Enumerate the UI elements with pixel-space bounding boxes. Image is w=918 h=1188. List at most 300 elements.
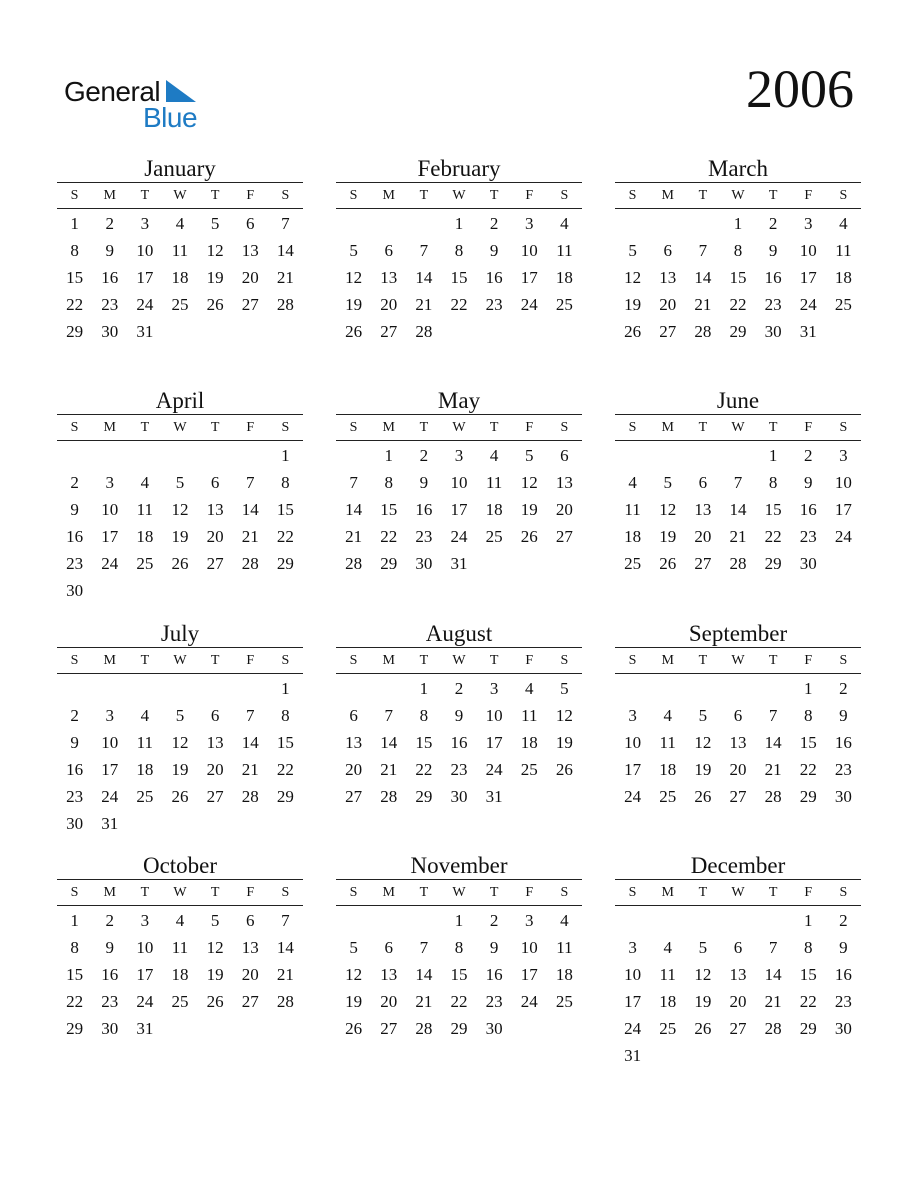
day-cell: 23 — [764, 295, 782, 314]
day-cell: 19 — [206, 965, 224, 984]
day-cell: 13 — [694, 500, 712, 519]
day-cell: 25 — [659, 787, 677, 806]
day-cell: 25 — [834, 295, 852, 314]
day-cell: 4 — [489, 446, 499, 465]
weekday-label: W — [452, 419, 466, 435]
day-cell: 11 — [624, 500, 641, 519]
weekday-label: W — [173, 884, 187, 900]
day-cell: 8 — [454, 938, 464, 957]
day-cell: 27 — [694, 554, 712, 573]
day-cell: 2 — [804, 446, 813, 465]
day-grid — [57, 442, 303, 604]
day-cell: 4 — [175, 214, 185, 233]
day-cell: 4 — [560, 911, 569, 930]
day-cell: 28 — [241, 554, 259, 573]
day-cell: 2 — [768, 214, 778, 233]
day-cell: 2 — [419, 446, 429, 465]
day-cell: 29 — [799, 787, 817, 806]
day-cell: 20 — [206, 527, 224, 546]
day-cell: 5 — [698, 706, 708, 725]
day-cell: 3 — [628, 938, 637, 957]
day-cell: 8 — [454, 241, 464, 260]
day-cell: 9 — [70, 733, 79, 752]
day-cell: 22 — [276, 760, 294, 779]
empty-day-cell — [650, 442, 685, 469]
day-cell: 3 — [525, 911, 534, 930]
month-september — [615, 621, 861, 810]
day-cell: 13 — [729, 965, 747, 984]
day-cell: 1 — [70, 214, 79, 233]
day-cell: 24 — [624, 787, 642, 806]
day-cell: 21 — [764, 992, 782, 1011]
day-cell: 29 — [66, 322, 84, 341]
weekday-label: W — [452, 652, 466, 668]
empty-day-cell — [756, 907, 791, 934]
day-cell: 30 — [834, 1019, 852, 1038]
weekday-label: M — [661, 652, 674, 668]
day-cell: 13 — [380, 268, 398, 287]
day-cell: 15 — [764, 500, 782, 519]
day-cell: 14 — [415, 268, 433, 287]
day-cell: 7 — [349, 473, 358, 492]
day-cell: 18 — [171, 268, 189, 287]
weekday-label: F — [804, 419, 813, 435]
day-cell: 17 — [520, 965, 538, 984]
day-cell: 25 — [136, 554, 154, 573]
empty-day-cell — [685, 210, 720, 237]
day-cell: 31 — [136, 322, 154, 341]
day-cell: 26 — [345, 322, 363, 341]
empty-day-cell — [233, 442, 268, 469]
weekday-header-row — [615, 647, 861, 674]
empty-day-cell — [406, 210, 441, 237]
weekday-label: S — [560, 884, 569, 900]
empty-day-cell — [615, 675, 650, 702]
weekday-label: T — [140, 419, 150, 435]
day-cell: 27 — [380, 322, 398, 341]
day-cell: 7 — [281, 911, 290, 930]
weekday-label: F — [246, 187, 255, 203]
day-cell: 4 — [175, 911, 185, 930]
weekday-label: S — [349, 652, 358, 668]
day-cell: 12 — [694, 733, 712, 752]
weekday-label: T — [768, 884, 778, 900]
day-cell: 8 — [768, 473, 778, 492]
weekday-label: T — [210, 884, 220, 900]
day-cell: 6 — [349, 706, 358, 725]
day-cell: 30 — [799, 554, 817, 573]
day-cell: 14 — [241, 500, 259, 519]
empty-day-cell — [127, 442, 162, 469]
weekday-label: T — [489, 652, 499, 668]
day-cell: 13 — [206, 500, 224, 519]
day-cell: 14 — [241, 733, 259, 752]
day-grid — [615, 442, 861, 577]
day-cell: 17 — [624, 760, 642, 779]
day-cell: 18 — [659, 992, 677, 1011]
day-cell: 15 — [380, 500, 398, 519]
day-cell: 16 — [834, 733, 852, 752]
day-cell: 31 — [624, 1046, 642, 1065]
day-cell: 28 — [694, 322, 712, 341]
day-cell: 23 — [485, 295, 503, 314]
weekday-label: S — [70, 187, 79, 203]
month-title: November — [410, 853, 508, 878]
day-cell: 1 — [281, 679, 290, 698]
day-cell: 30 — [415, 554, 433, 573]
day-cell: 21 — [764, 760, 782, 779]
day-cell: 1 — [281, 446, 290, 465]
day-cell: 21 — [380, 760, 398, 779]
day-cell: 2 — [70, 473, 79, 492]
empty-day-cell — [162, 675, 197, 702]
day-cell: 29 — [66, 1019, 84, 1038]
weekday-header-row — [336, 647, 582, 674]
weekday-header-row — [615, 414, 861, 441]
day-cell: 7 — [419, 241, 429, 260]
day-cell: 29 — [276, 554, 294, 573]
day-cell: 5 — [349, 938, 358, 957]
day-cell: 20 — [241, 268, 259, 287]
day-cell: 18 — [136, 527, 154, 546]
day-cell: 17 — [136, 268, 154, 287]
day-cell: 18 — [520, 733, 538, 752]
day-cell: 31 — [450, 554, 468, 573]
day-grid — [615, 675, 861, 810]
day-cell: 28 — [276, 295, 294, 314]
day-cell: 12 — [171, 733, 189, 752]
day-cell: 1 — [384, 446, 393, 465]
day-cell: 11 — [556, 241, 573, 260]
day-cell: 19 — [345, 295, 363, 314]
day-cell: 29 — [729, 322, 747, 341]
empty-day-cell — [720, 675, 755, 702]
day-cell: 28 — [380, 787, 398, 806]
day-cell: 21 — [694, 295, 712, 314]
day-cell: 16 — [485, 268, 503, 287]
day-cell: 5 — [525, 446, 534, 465]
month-october — [57, 853, 303, 1042]
day-cell: 10 — [101, 500, 119, 519]
month-title: December — [690, 853, 786, 878]
day-cell: 26 — [555, 760, 573, 779]
day-cell: 15 — [415, 733, 433, 752]
day-cell: 14 — [764, 733, 782, 752]
day-cell: 25 — [659, 1019, 677, 1038]
weekday-label: T — [140, 884, 150, 900]
day-cell: 28 — [276, 992, 294, 1011]
day-cell: 26 — [171, 554, 189, 573]
weekday-label: F — [525, 884, 534, 900]
day-cell: 20 — [729, 760, 747, 779]
day-cell: 23 — [450, 760, 468, 779]
weekday-label: T — [698, 652, 708, 668]
day-cell: 14 — [415, 965, 433, 984]
day-cell: 9 — [839, 938, 848, 957]
empty-day-cell — [57, 442, 92, 469]
day-cell: 1 — [733, 214, 743, 233]
day-cell: 10 — [136, 241, 154, 260]
day-grid — [615, 210, 861, 345]
day-cell: 12 — [171, 500, 189, 519]
day-cell: 27 — [206, 554, 224, 573]
day-cell: 11 — [136, 500, 154, 519]
day-cell: 16 — [415, 500, 433, 519]
day-cell: 31 — [136, 1019, 154, 1038]
weekday-label: T — [489, 419, 499, 435]
day-cell: 2 — [105, 911, 114, 930]
empty-day-cell — [92, 675, 127, 702]
day-cell: 23 — [66, 787, 84, 806]
day-cell: 30 — [834, 787, 852, 806]
weekday-label: W — [173, 652, 187, 668]
day-cell: 21 — [415, 992, 433, 1011]
day-cell: 17 — [101, 527, 119, 546]
weekday-label: F — [246, 419, 255, 435]
day-cell: 9 — [105, 241, 114, 260]
day-cell: 10 — [136, 938, 154, 957]
day-cell: 15 — [729, 268, 747, 287]
day-cell: 9 — [489, 938, 499, 957]
weekday-label: F — [525, 652, 534, 668]
weekday-header-row — [57, 182, 303, 209]
day-cell: 19 — [171, 760, 189, 779]
day-cell: 17 — [799, 268, 817, 287]
day-cell: 14 — [276, 938, 294, 957]
day-cell: 14 — [276, 241, 294, 260]
weekday-label: S — [628, 187, 637, 203]
weekday-label: T — [768, 652, 778, 668]
day-cell: 18 — [624, 527, 642, 546]
day-cell: 10 — [101, 733, 119, 752]
weekday-label: S — [349, 884, 358, 900]
day-cell: 21 — [345, 527, 363, 546]
weekday-label: W — [731, 419, 745, 435]
weekday-label: M — [103, 652, 116, 668]
day-cell: 15 — [66, 965, 84, 984]
day-cell: 2 — [839, 911, 848, 930]
month-january — [57, 156, 303, 345]
day-grid — [57, 675, 303, 837]
day-cell: 23 — [834, 760, 852, 779]
day-cell: 24 — [799, 295, 817, 314]
weekday-header-row — [57, 647, 303, 674]
day-cell: 4 — [628, 473, 637, 492]
day-cell: 21 — [241, 527, 259, 546]
day-cell: 26 — [345, 1019, 363, 1038]
day-cell: 20 — [380, 992, 398, 1011]
day-cell: 30 — [66, 581, 84, 600]
day-cell: 16 — [101, 965, 119, 984]
day-cell: 24 — [485, 760, 503, 779]
weekday-label: S — [839, 884, 848, 900]
day-cell: 23 — [101, 992, 119, 1011]
day-cell: 18 — [659, 760, 677, 779]
empty-day-cell — [198, 442, 233, 469]
empty-day-cell — [756, 675, 791, 702]
weekday-label: T — [140, 187, 150, 203]
weekday-label: M — [382, 187, 395, 203]
day-cell: 26 — [171, 787, 189, 806]
empty-day-cell — [720, 442, 755, 469]
empty-day-cell — [650, 210, 685, 237]
day-cell: 27 — [555, 527, 573, 546]
day-cell: 1 — [804, 679, 813, 698]
day-cell: 4 — [560, 214, 569, 233]
weekday-label: W — [731, 187, 745, 203]
weekday-label: S — [70, 884, 79, 900]
day-cell: 29 — [415, 787, 433, 806]
month-title: October — [142, 853, 218, 878]
day-cell: 6 — [210, 473, 220, 492]
day-cell: 3 — [140, 911, 150, 930]
weekday-label: M — [661, 187, 674, 203]
empty-day-cell — [336, 907, 371, 934]
month-title: April — [155, 388, 205, 413]
weekday-label: T — [419, 187, 429, 203]
day-cell: 13 — [345, 733, 363, 752]
day-cell: 25 — [171, 992, 189, 1011]
day-cell: 11 — [556, 938, 573, 957]
day-cell: 25 — [136, 787, 154, 806]
day-cell: 3 — [628, 706, 637, 725]
weekday-label: S — [560, 652, 569, 668]
day-cell: 29 — [799, 1019, 817, 1038]
day-cell: 12 — [206, 241, 224, 260]
day-cell: 18 — [834, 268, 852, 287]
day-cell: 2 — [489, 911, 499, 930]
day-cell: 30 — [485, 1019, 503, 1038]
day-cell: 19 — [171, 527, 189, 546]
empty-day-cell — [685, 442, 720, 469]
day-cell: 28 — [415, 322, 433, 341]
day-cell: 16 — [799, 500, 817, 519]
day-cell: 31 — [101, 814, 119, 833]
day-cell: 20 — [206, 760, 224, 779]
day-cell: 10 — [450, 473, 468, 492]
day-cell: 16 — [450, 733, 468, 752]
weekday-label: T — [419, 884, 429, 900]
weekday-label: T — [210, 652, 220, 668]
day-cell: 2 — [839, 679, 848, 698]
day-cell: 7 — [419, 938, 429, 957]
day-cell: 19 — [520, 500, 538, 519]
day-cell: 3 — [105, 473, 114, 492]
day-cell: 27 — [241, 295, 259, 314]
day-cell: 15 — [276, 500, 294, 519]
day-cell: 8 — [281, 473, 290, 492]
day-cell: 10 — [520, 241, 538, 260]
weekday-label: S — [281, 419, 290, 435]
day-cell: 17 — [450, 500, 468, 519]
day-cell: 24 — [624, 1019, 642, 1038]
day-cell: 8 — [733, 241, 743, 260]
month-title: May — [437, 388, 481, 413]
empty-day-cell — [162, 442, 197, 469]
day-cell: 8 — [281, 706, 290, 725]
day-cell: 27 — [241, 992, 259, 1011]
day-cell: 8 — [804, 938, 813, 957]
empty-day-cell — [198, 675, 233, 702]
day-cell: 28 — [764, 787, 782, 806]
day-cell: 12 — [555, 706, 573, 725]
day-cell: 15 — [450, 268, 468, 287]
day-cell: 13 — [659, 268, 677, 287]
weekday-label: T — [419, 419, 429, 435]
day-cell: 27 — [345, 787, 363, 806]
day-cell: 19 — [624, 295, 642, 314]
day-cell: 29 — [276, 787, 294, 806]
day-cell: 25 — [485, 527, 503, 546]
weekday-label: S — [628, 884, 637, 900]
day-grid — [57, 210, 303, 345]
day-cell: 19 — [694, 760, 712, 779]
day-cell: 17 — [624, 992, 642, 1011]
day-cell: 22 — [276, 527, 294, 546]
day-cell: 30 — [101, 1019, 119, 1038]
empty-day-cell — [127, 675, 162, 702]
day-cell: 20 — [694, 527, 712, 546]
day-cell: 11 — [659, 733, 676, 752]
day-cell: 9 — [105, 938, 114, 957]
day-cell: 18 — [136, 760, 154, 779]
day-cell: 19 — [694, 992, 712, 1011]
day-cell: 13 — [729, 733, 747, 752]
day-cell: 5 — [560, 679, 569, 698]
empty-day-cell — [336, 675, 371, 702]
day-cell: 28 — [241, 787, 259, 806]
day-cell: 7 — [698, 241, 708, 260]
empty-day-cell — [615, 907, 650, 934]
day-grid — [336, 675, 582, 810]
day-cell: 30 — [764, 322, 782, 341]
day-cell: 16 — [764, 268, 782, 287]
brand-word-general: General — [64, 76, 161, 107]
day-cell: 14 — [345, 500, 363, 519]
weekday-label: S — [560, 187, 569, 203]
day-cell: 12 — [345, 268, 363, 287]
day-cell: 11 — [485, 473, 503, 492]
day-cell: 6 — [560, 446, 569, 465]
day-cell: 11 — [171, 938, 189, 957]
day-cell: 13 — [380, 965, 398, 984]
day-cell: 27 — [729, 787, 747, 806]
day-cell: 27 — [729, 1019, 747, 1038]
day-cell: 9 — [804, 473, 813, 492]
day-cell: 10 — [624, 733, 642, 752]
month-title: March — [707, 156, 769, 181]
empty-day-cell — [371, 675, 406, 702]
day-cell: 24 — [136, 295, 154, 314]
day-cell: 6 — [210, 706, 220, 725]
day-cell: 11 — [171, 241, 189, 260]
weekday-label: F — [246, 652, 255, 668]
day-cell: 10 — [520, 938, 538, 957]
day-cell: 11 — [136, 733, 154, 752]
day-cell: 15 — [799, 733, 817, 752]
weekday-label: T — [489, 187, 499, 203]
brand-word-blue: Blue — [143, 102, 198, 133]
day-cell: 29 — [764, 554, 782, 573]
day-cell: 28 — [764, 1019, 782, 1038]
day-cell: 3 — [804, 214, 813, 233]
weekday-label: S — [839, 187, 848, 203]
day-cell: 7 — [768, 706, 778, 725]
empty-day-cell — [336, 210, 371, 237]
day-cell: 26 — [206, 295, 224, 314]
day-cell: 28 — [729, 554, 747, 573]
day-cell: 7 — [384, 706, 393, 725]
